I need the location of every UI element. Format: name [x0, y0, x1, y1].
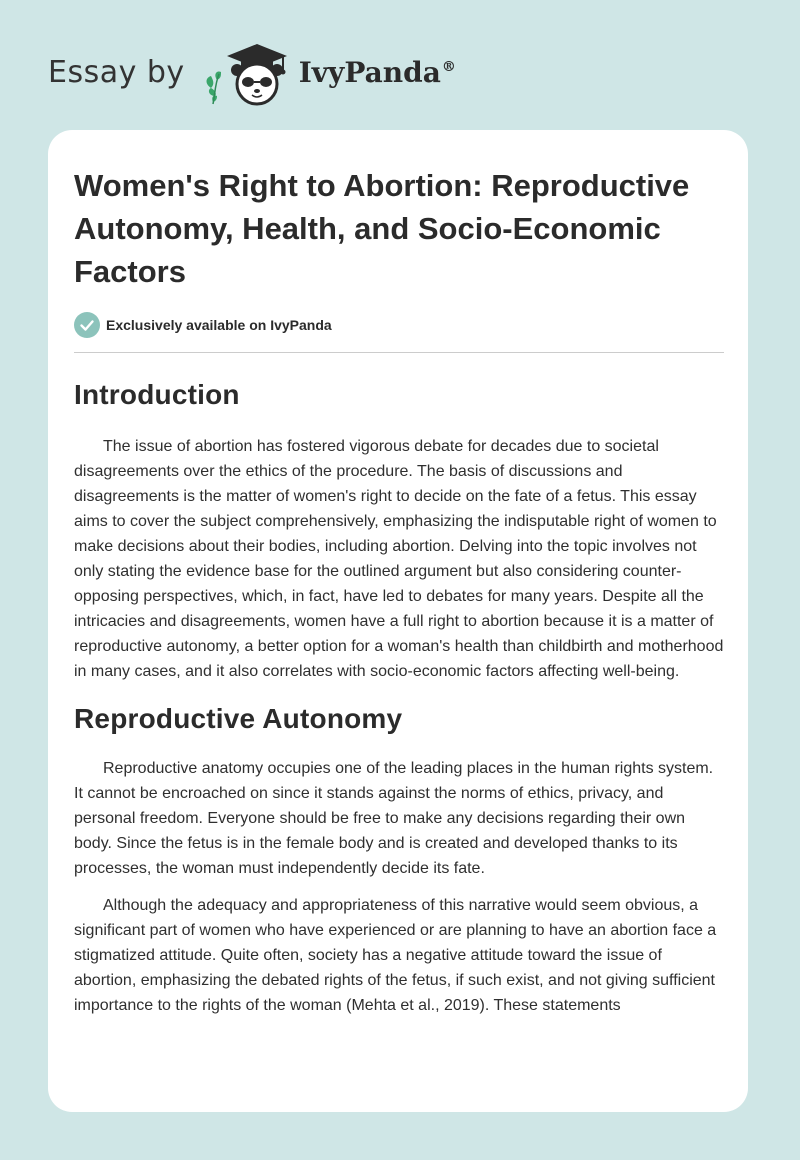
- essay-by-label: Essay by: [48, 54, 185, 90]
- registered-mark: ®: [441, 59, 456, 76]
- paragraph: The issue of abortion has fostered vigorous debate for decades due to societal disagreements over the ethics of the procedure. The basis of discussions and disagreements is the matter of women's right to decide on the fate of a fetus. This essay aims to cover the subject comprehensively, emphasizing the indisputable right of women to make decisions about their bodies, including abortion. Delving into the topic involves not only stating the evidence base for the outlined argument but also considering counter-opposing perspectives, which, in fact, have led to debates for many years. Despite all the intricacies and disagreements, women have a full right to abortion because it is a matter of reproductive autonomy, a better option for a woman's health than childbirth and motherhood in many cases, and it also correlates with socio-economic factors affecting well-being.: [74, 438, 724, 680]
- exclusive-badge: [74, 312, 724, 338]
- paragraph: Reproductive anatomy occupies one of the leading places in the human rights system. It cannot be encroached on since it stands against the norms of ethics, privacy, and personal freedom. Everyone should be free to make any decisions regarding their own body. Since the fetus is in the female body and is created and developed thanks to its processes, the woman must independently decide its fate.: [74, 760, 714, 877]
- page-title: Women's Right to Abortion: Reproductive Autonomy, Health, and Socio-Economic Factors: [74, 168, 690, 289]
- divider: [74, 352, 724, 353]
- site-header: [48, 36, 456, 108]
- essay-card: [48, 130, 748, 1112]
- section-heading-reproductive-autonomy: Reproductive Autonomy: [74, 703, 403, 734]
- brand-name[interactable]: [299, 56, 456, 89]
- brand-label: IvyPanda: [298, 55, 441, 89]
- badge-label: Exclusively available on IvyPanda: [106, 317, 332, 333]
- essay-content: [74, 164, 724, 1018]
- section-heading-introduction: Introduction: [74, 379, 240, 410]
- check-circle-icon: [74, 312, 100, 338]
- panda-logo-icon[interactable]: [197, 36, 293, 108]
- paragraph: Although the adequacy and appropriateness of this narrative would seem obvious, a significant part of women who have experienced or are planning to have an abortion face a stigmatized attitude. Quite often, society has a negative attitude toward the issue of abortion, emphasizing the debated rights of the fetus, if such exist, and not giving sufficient importance to the rights of the woman (Mehta et al., 2019). These statements: [74, 897, 717, 1014]
